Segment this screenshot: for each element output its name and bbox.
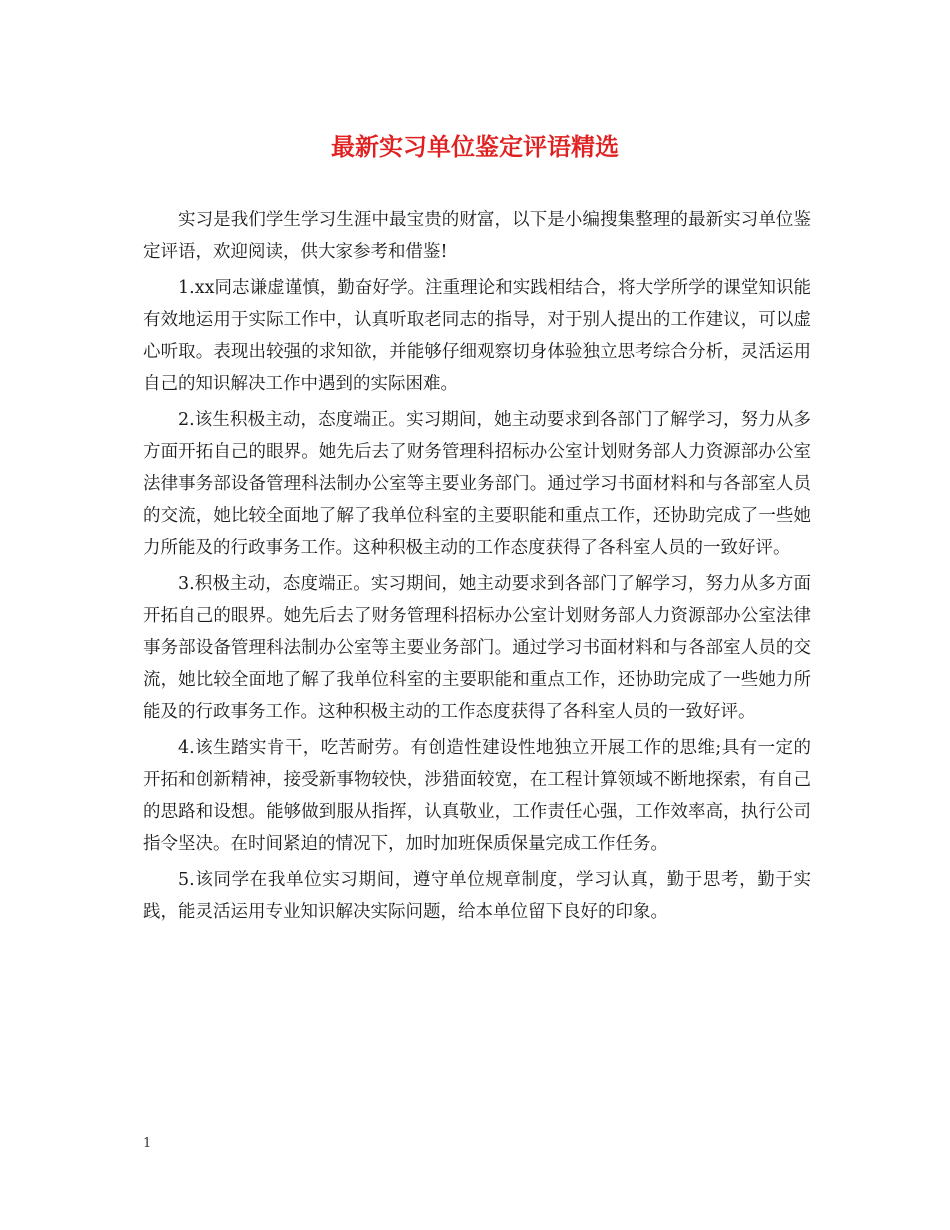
paragraph-1: 1.xx同志谦虚谨慎，勤奋好学。注重理论和实践相结合，将大学所学的课堂知识能有效地运用于实际工作中，认真听取老同志的指导，对于别人提出的工作建议，可以虚心听取。表现出较强的求知欲，并能够仔细观察切身体验独立思考综合分析，灵活运用自己的知识解决工作中遇到的实际困难。 [143,278,811,394]
intro-paragraph: 实习是我们学生学习生涯中最宝贵的财富，以下是小编搜集整理的最新实习单位鉴定评语，欢迎阅读，供大家参考和借鉴! [143,210,811,262]
document-body [143,204,811,932]
paragraph-5: 5.该同学在我单位实习期间，遵守单位规章制度，学习认真，勤于思考，勤于实践，能灵活运用专业知识解决实际问题，给本单位留下良好的印象。 [143,870,811,922]
document-title: 最新实习单位鉴定评语精选 [331,132,619,161]
paragraph-2: 2.该生积极主动，态度端正。实习期间，她主动要求到各部门了解学习，努力从多方面开拓自己的眼界。她先后去了财务管理科招标办公室计划财务部人力资源部办公室法律事务部设备管理科法制办公室等主要业务部门。通过学习书面材料和与各部室人员的交流，她比较全面地了解了我单位科室的主要职能和重点工作，还协助完成了一些她力所能及的行政事务工作。这种积极主动的工作态度获得了各科室人员的一致好评。 [143,410,811,558]
paragraph-4: 4.该生踏实肯干，吃苦耐劳。有创造性建设性地独立开展工作的思维;具有一定的开拓和创新精神，接受新事物较快，涉猎面较宽，在工程计算领域不断地探索，有自己的思路和设想。能够做到服从指挥，认真敬业，工作责任心强，工作效率高，执行公司指令坚决。在时间紧迫的情况下，加时加班保质保量完成工作任务。 [143,738,811,854]
page-number: 1 [143,1136,152,1151]
paragraph-3: 3.积极主动，态度端正。实习期间，她主动要求到各部门了解学习，努力从多方面开拓自己的眼界。她先后去了财务管理科招标办公室计划财务部人力资源部办公室法律事务部设备管理科法制办公室等主要业务部门。通过学习书面材料和与各部室人员的交流，她比较全面地了解了我单位科室的主要职能和重点工作，还协助完成了一些她力所能及的行政事务工作。这种积极主动的工作态度获得了各科室人员的一致好评。 [143,574,811,722]
